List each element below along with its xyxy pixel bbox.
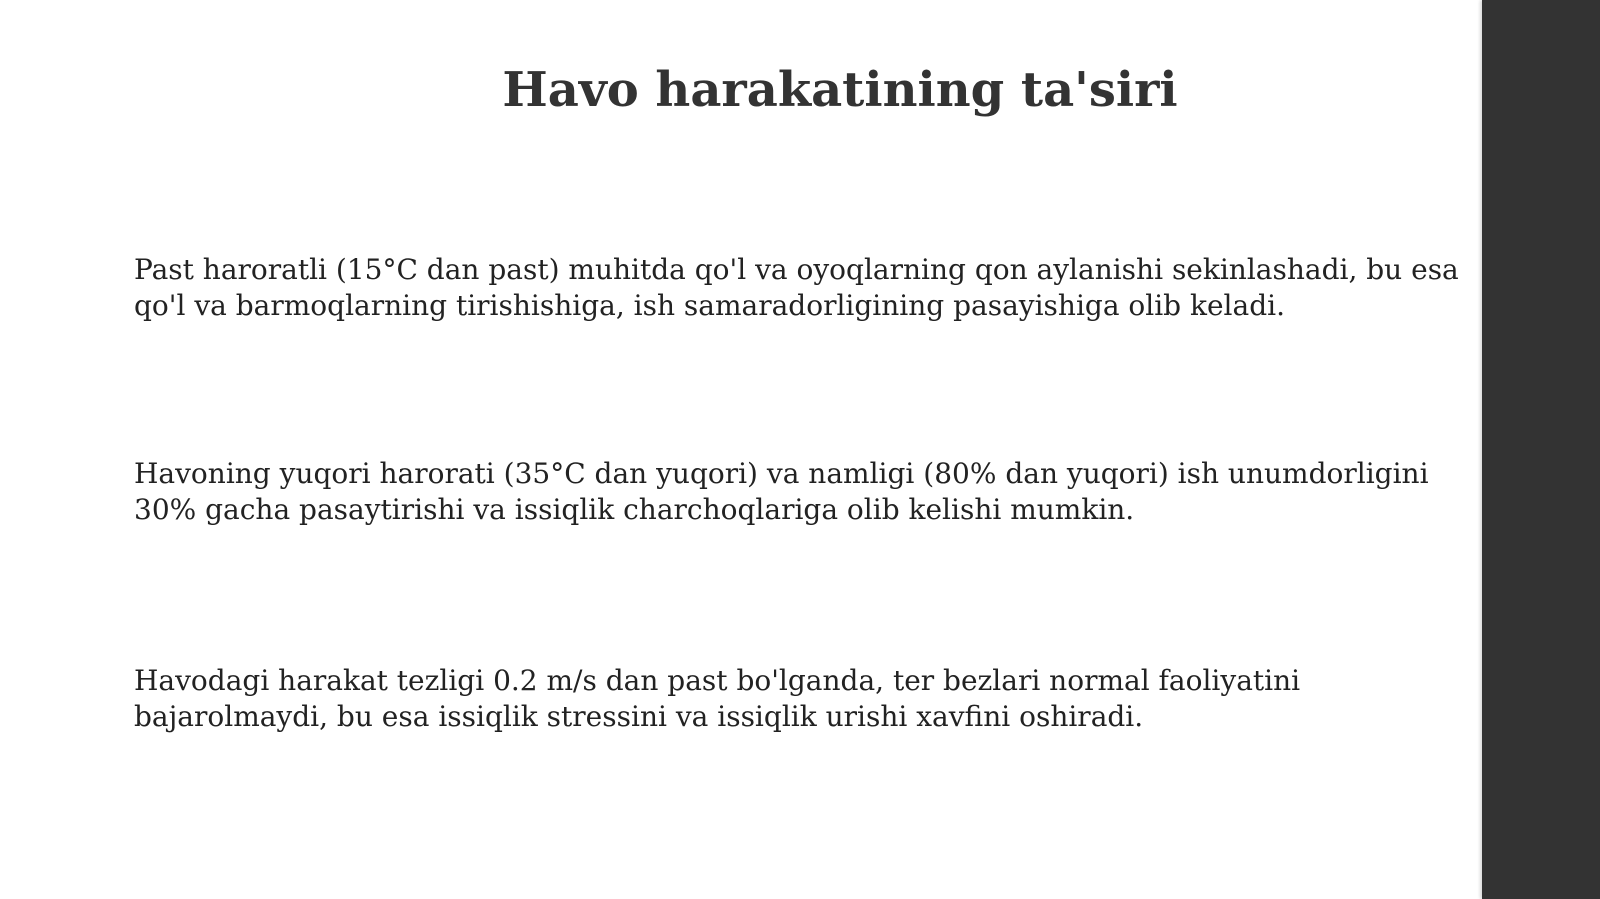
paragraph-air-movement-speed: Havodagi harakat tezligi 0.2 m/s dan past bo'lganda, ter bezlari normal faoliyatini bajarolmaydi, bu esa issiqlik stressini va issiqlik urishi xavfini oshiradi. — [134, 664, 1301, 733]
paragraph-cold-temperature: Past haroratli (15°C dan past) muhitda qo'l va oyoqlarning qon aylanishi sekinlashadi, bu esa qo'l va barmoqlarning tirishishiga, ish samaradorligining pasayishiga olib keladi. — [134, 253, 1459, 322]
side-panel — [1482, 0, 1600, 899]
slide-title: Havo harakatining ta'siri — [502, 62, 1178, 118]
paragraph-high-temperature-humidity: Havoning yuqori harorati (35°C dan yuqori) va namligi (80% dan yuqori) ish unumdorligini 30% gacha pasaytirishi va issiqlik charchoqlariga olib kelishi mumkin. — [134, 457, 1429, 526]
